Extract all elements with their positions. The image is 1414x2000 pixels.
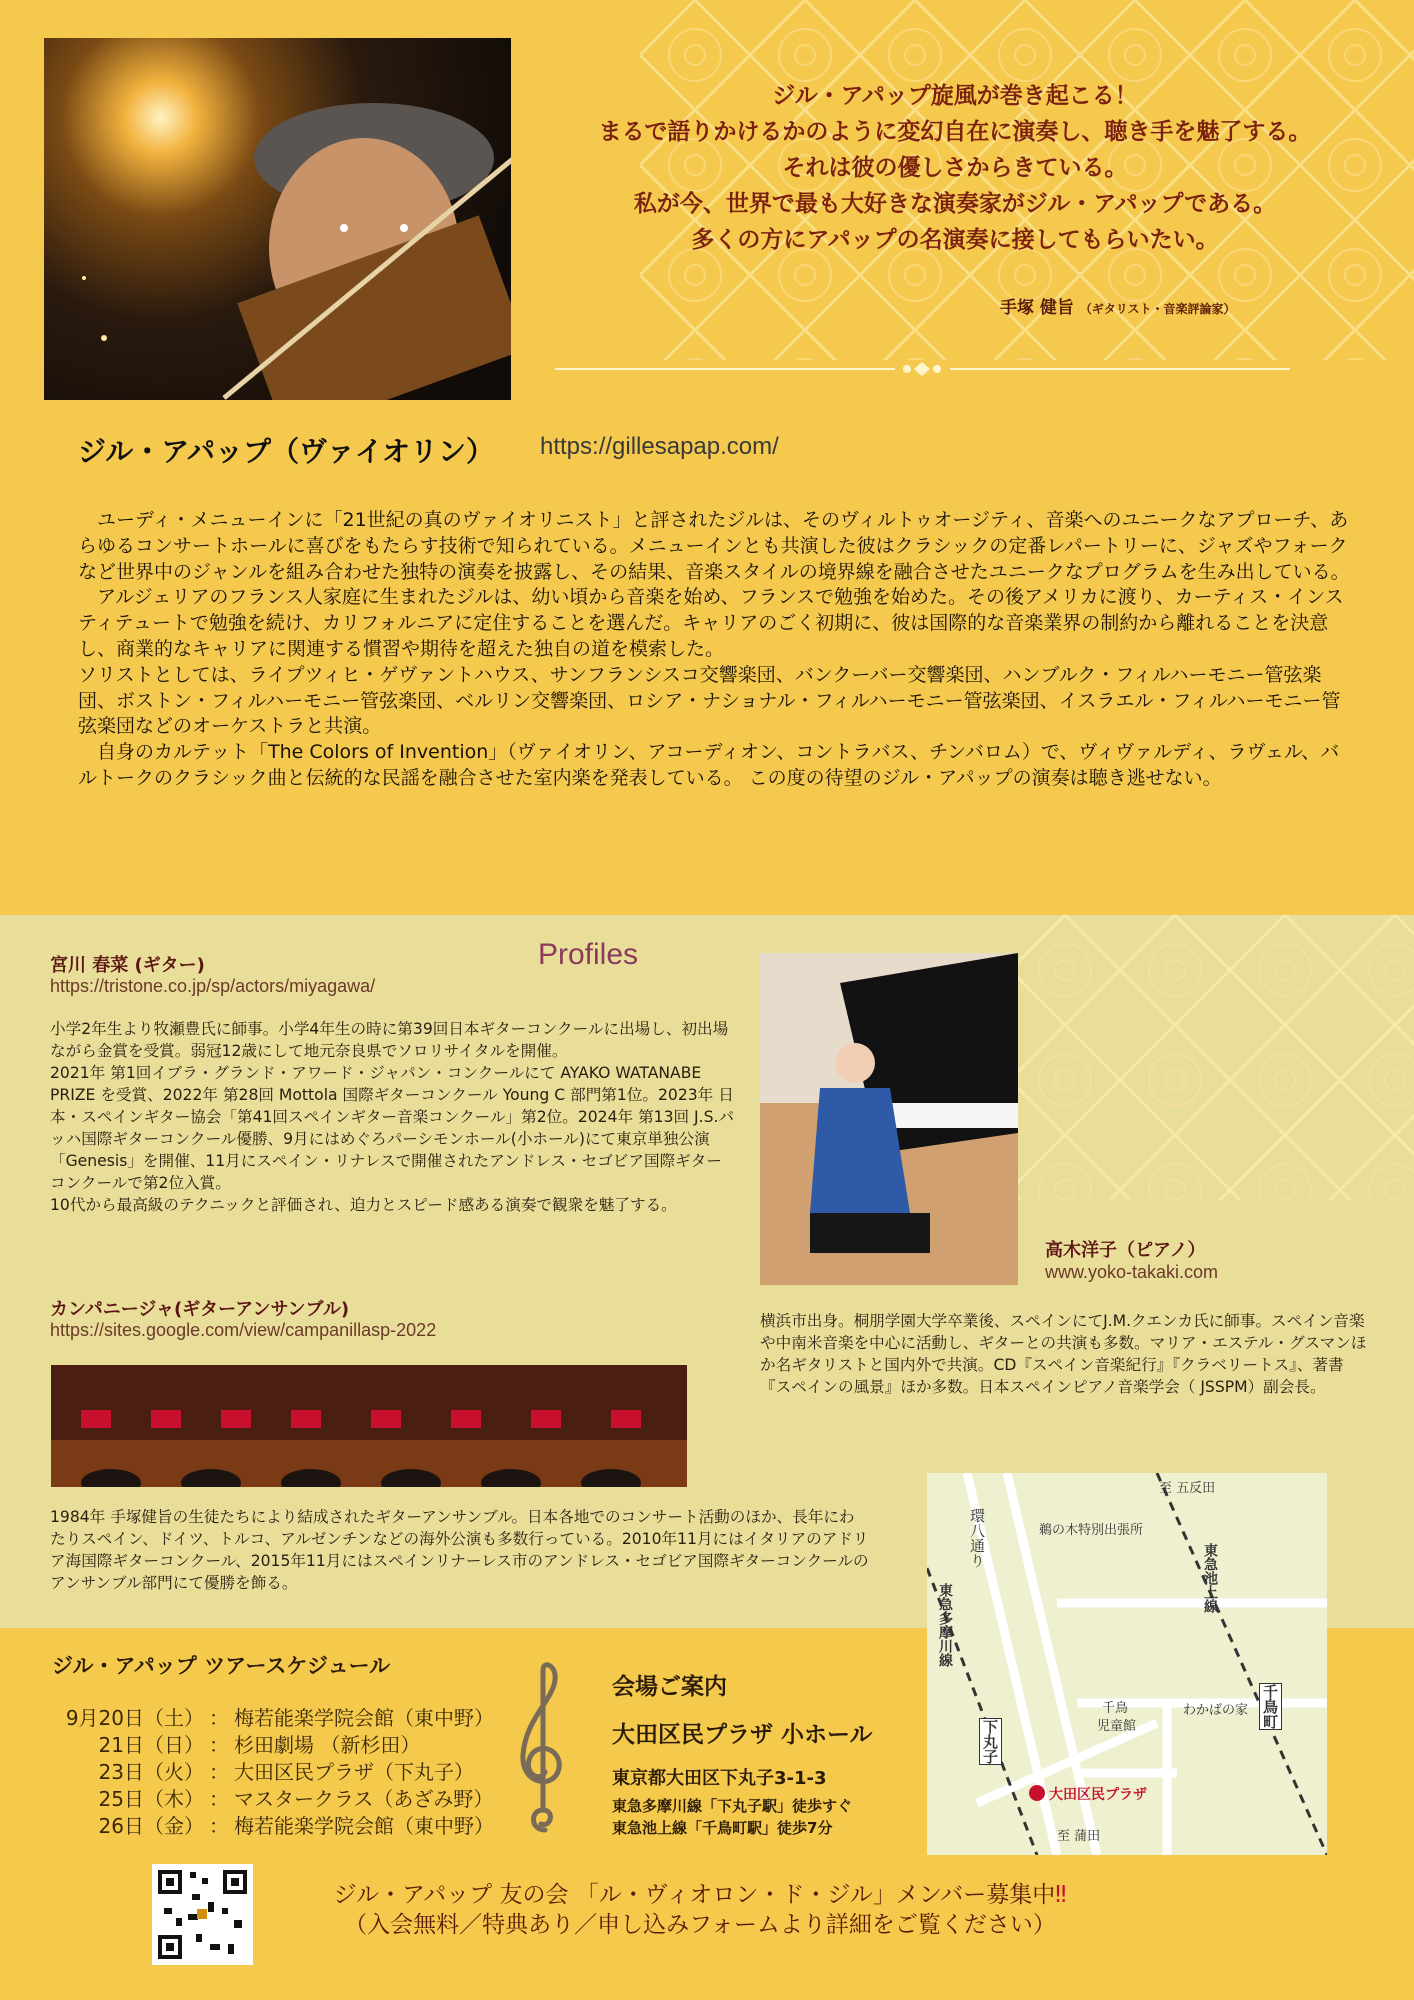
quote-author bbox=[1000, 293, 1236, 318]
map-station-label: 千鳥町 bbox=[1259, 1683, 1282, 1730]
exclamation-icon: ‼ bbox=[1055, 1882, 1067, 1908]
schedule-date: 25日（木） bbox=[98, 1787, 204, 1811]
qr-code[interactable] bbox=[152, 1864, 253, 1965]
profile-paragraph: 10代から最高級のテクニックと評価され、迫力とスピード感ある演奏で観衆を魅了する。 bbox=[50, 1196, 677, 1214]
treble-clef-icon bbox=[515, 1660, 567, 1840]
schedule-title: ジル・アパップ ツアースケジュール bbox=[52, 1654, 391, 1678]
quote-line: まるで語りかけるかのように変幻自在に演奏し、聴き手を魅了する。 bbox=[598, 118, 1312, 145]
venue-access: 東急多摩川線「下丸子駅」徒歩すぐ bbox=[612, 1797, 853, 1815]
fan-club-notice bbox=[270, 1880, 1130, 1940]
schedule-date: 26日（金） bbox=[98, 1814, 204, 1838]
author-role: （ギタリスト・音楽評論家） bbox=[1079, 302, 1236, 316]
map-label: 鵜の木特別出張所 bbox=[1039, 1523, 1144, 1538]
campanilla-link[interactable]: https://sites.google.com/view/campanillasp-2022 bbox=[50, 1320, 437, 1340]
profile-paragraph: 小学2年生より牧瀬豊氏に師事。小学4年生の時に第39回日本ギターコンクールに出場し、初出場ながら金賞を受賞。弱冠12歳にして地元奈良県でソロリサイタルを開催。 bbox=[50, 1020, 729, 1060]
profiles-title: Profiles bbox=[538, 938, 639, 971]
profile-paragraph: 2021年 第1回イブラ・グランド・アワード・ジャパン・コンクールにて AYAKO WATANABE PRIZE を受賞、2022年 第28回 Mottola 国際ギターコンクール Young C 部門第1位。2023年 日本・スペインギター協会「第41回スペインギター音楽コンクール」第2位。2024年 第13回 J.S.バッハ国際ギターコンクール優勝、9月にはめぐろパーシモンホール(小ホール)にて東京単独公演「Genesis」を開催、11月にスペイン・リナレスで開催されたアンドレス・セゴビア国際ギターコンクールで第2位入賞。 bbox=[50, 1064, 735, 1192]
map-label: 東急池上線 bbox=[1202, 1543, 1218, 1613]
map-label: 千鳥 bbox=[1102, 1701, 1129, 1716]
campanilla-name: カンパニージャ(ギターアンサンブル) bbox=[50, 1299, 350, 1320]
fan-club-details: （入会無料／特典あり／申し込みフォームより詳細をご覧ください） bbox=[344, 1912, 1056, 1938]
schedule-row bbox=[60, 1732, 494, 1759]
map-label: 至 蒲田 bbox=[1057, 1829, 1101, 1844]
map-venue-label: 大田区民プラザ bbox=[1049, 1787, 1147, 1803]
venue-access: 東急池上線「千鳥町駅」徒歩7分 bbox=[612, 1819, 833, 1837]
pianist-photo bbox=[760, 953, 1018, 1285]
schedule-row bbox=[60, 1786, 494, 1813]
schedule-separator: ： bbox=[209, 1814, 229, 1838]
miyagawa-profile bbox=[50, 1018, 736, 1216]
quote-line: 私が今、世界で最も大好きな演奏家がジル・アパップである。 bbox=[633, 190, 1277, 217]
map-label: わかばの家 bbox=[1183, 1703, 1249, 1718]
takaki-link[interactable]: www.yoko-takaki.com bbox=[1045, 1262, 1219, 1282]
schedule-venue: マスタークラス（あざみ野） bbox=[234, 1787, 494, 1811]
schedule-venue: 梅若能楽学院会館（東中野） bbox=[234, 1706, 494, 1730]
map-station-label: 下丸子 bbox=[979, 1718, 1002, 1765]
quote-line: それは彼の優しさからきている。 bbox=[782, 154, 1128, 181]
author-name: 手塚 健旨 bbox=[1000, 298, 1074, 318]
miyagawa-name: 宮川 春菜 (ギター) bbox=[50, 955, 205, 976]
ornamental-pattern bbox=[1010, 915, 1414, 1200]
venue-heading: 会場ご案内 bbox=[612, 1674, 727, 1700]
schedule-row bbox=[60, 1759, 494, 1786]
takaki-name: 高木洋子（ピアノ） bbox=[1045, 1240, 1206, 1261]
map-label: 環八通り bbox=[968, 1508, 986, 1568]
bio-paragraph: 自身のカルテット「The Colors of Invention」（ヴァイオリン、アコーディオン、コントラバス、チンバロム）で、ヴィヴァルディ、ラヴェル、バルトークのクラシック曲と伝統的な民謡を融合させた室内楽を発表している。 この度の待望のジル・アパップの演奏は聴き逃せない。 bbox=[78, 741, 1340, 789]
fan-club-text: ジル・アパップ 友の会 「ル・ヴィオロン・ド・ジル」メンバー募集中 bbox=[333, 1882, 1056, 1908]
bio-paragraph: ユーディ・メニューインに「21世紀の真のヴァイオリニスト」と評されたジルは、そのヴィルトゥオージティ、音楽へのユニークなアプローチ、あらゆるコンサートホールに喜びをもたらす技術で知られている。メニューインとも共演した彼はクラシックの定番レパートリーに、ジャズやフォークなど世界中のジャンルを組み合わせた独特の演奏を披露し、その結果、音楽スタイルの境界線を融合させたユニークなプログラムを生み出している。 bbox=[78, 509, 1350, 583]
ensemble-photo bbox=[51, 1365, 687, 1487]
schedule-separator: ： bbox=[209, 1733, 229, 1757]
map-label: 至 五反田 bbox=[1159, 1481, 1216, 1496]
quote-line: 多くの方にアパップの名演奏に接してもらいたい。 bbox=[691, 226, 1219, 253]
venue-address: 東京都大田区下丸子3-1-3 bbox=[612, 1768, 827, 1789]
quote-line: ジル・アパップ旋風が巻き起こる！ bbox=[772, 82, 1138, 109]
map-label: 児童館 bbox=[1097, 1719, 1137, 1734]
campanilla-profile: 1984年 手塚健旨の生徒たちにより結成されたギターアンサンブル。日本各地でのコンサート活動のほか、長年にわたりスペイン、ドイツ、トルコ、アルゼンチンなどの海外公演も多数行っている。2010年11月にはイタリアのアドリア海国際ギターコンクール、2015年11月にはスペインリナーレス市のアンドレス・セゴビア国際ギターコンクールのアンサンブル部門にて優勝を飾る。 bbox=[50, 1508, 869, 1592]
miyagawa-link[interactable]: https://tristone.co.jp/sp/actors/miyagawa/ bbox=[50, 976, 376, 996]
bio-paragraph: ソリストとしては、ライプツィヒ・ゲヴァントハウス、サンフランシスコ交響楽団、バンクーバー交響楽団、ハンブルク・フィルハーモニー管弦楽団、ボストン・フィルハーモニー管弦楽団、ベルリン交響楽団、ロシア・ナショナル・フィルハーモニー管弦楽団、イスラエル・フィルハーモニー管弦楽団などのオーケストラと共演。 bbox=[78, 663, 1341, 738]
takaki-profile: 横浜市出身。桐朋学園大学卒業後、スペインにてJ.M.クエンカ氏に師事。スペイン音楽や中南米音楽を中心に活動し、ギターとの共演も多数。マリア・エステル・グスマンほか名ギタリストと国内外で共演。CD『スペイン音楽紀行』『クラベリートス』、著書『スペインの風景』ほか多数。日本スペインピアノ音楽学会（ JSSPM）副会長。 bbox=[760, 1312, 1367, 1396]
schedule-row bbox=[60, 1813, 494, 1840]
schedule-row bbox=[60, 1705, 494, 1732]
map-label: 東急多摩川線 bbox=[937, 1583, 953, 1667]
schedule-venue: 大田区民プラザ（下丸子） bbox=[234, 1760, 474, 1784]
artist-name: ジル・アパップ（ヴァイオリン） bbox=[78, 436, 494, 467]
schedule-venue: 梅若能楽学院会館（東中野） bbox=[234, 1814, 494, 1838]
artist-biography bbox=[78, 508, 1350, 792]
schedule-date: 23日（火） bbox=[98, 1760, 204, 1784]
ornament-divider bbox=[555, 362, 1290, 376]
schedule-date: 21日（日） bbox=[98, 1733, 204, 1757]
schedule-date: 9月20日（土） bbox=[65, 1706, 204, 1730]
schedule-venue: 杉田劇場 （新杉田） bbox=[234, 1733, 421, 1757]
bio-paragraph: アルジェリアのフランス人家庭に生まれたジルは、幼い頃から音楽を始め、フランスで勉強を始めた。その後アメリカに渡り、カーティス・インスティテュートで勉強を続け、カリフォルニアに定住することを選んだ。キャリアのごく初期に、彼は国際的な音楽業界の制約から離れることを決意し、商業的なキャリアに関連する慣習や期待を超えた独自の道を模索した。 bbox=[78, 586, 1344, 660]
quote-text bbox=[545, 78, 1365, 258]
artist-portrait-photo bbox=[44, 38, 511, 400]
venue-name: 大田区民プラザ 小ホール bbox=[612, 1722, 873, 1748]
schedule-list bbox=[60, 1705, 494, 1840]
schedule-separator: ： bbox=[209, 1706, 229, 1730]
artist-website-link[interactable]: https://gillesapap.com/ bbox=[540, 433, 779, 460]
venue-map bbox=[927, 1473, 1327, 1855]
schedule-separator: ： bbox=[209, 1760, 229, 1784]
schedule-separator: ： bbox=[209, 1787, 229, 1811]
